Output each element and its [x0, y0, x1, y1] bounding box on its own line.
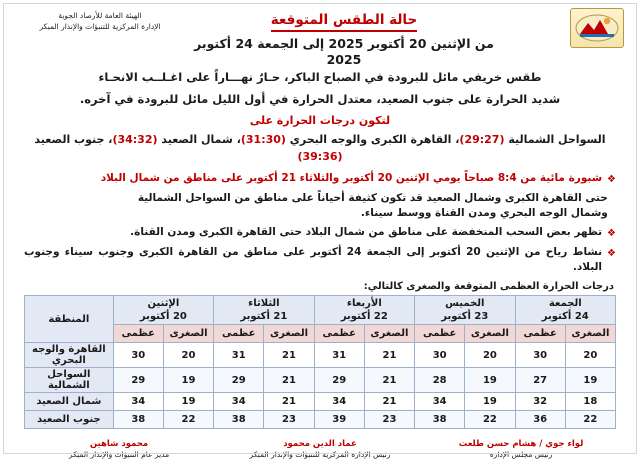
day-header-4: الإثنين 20 أكتوبر — [113, 296, 213, 325]
bullet-list — [24, 171, 616, 275]
cell: 21 — [364, 368, 414, 393]
temp-region-1-value: (29:27) — [459, 133, 505, 146]
cell: 23 — [264, 411, 314, 429]
document-header — [10, 6, 630, 67]
cell: 31 — [214, 343, 264, 368]
temp-region-3-label: شمال الصعيد — [161, 133, 233, 146]
cell: 34 — [415, 393, 465, 411]
cell: 20 — [565, 343, 615, 368]
cell: 28 — [415, 368, 465, 393]
cell: 38 — [415, 411, 465, 429]
sub-header-max-0: عظمى — [515, 325, 565, 343]
sub-header-min-3: الصغرى — [264, 325, 314, 343]
day-header-0: الجمعة 24 أكتوبر — [515, 296, 615, 325]
temp-region-4-label: جنوب الصعيد — [34, 133, 105, 146]
table-row — [25, 411, 616, 429]
row-region-label: جنوب الصعيد — [25, 411, 114, 429]
cell: 19 — [163, 393, 213, 411]
cell: 32 — [515, 393, 565, 411]
egypt-meteorological-authority-logo — [570, 8, 624, 48]
cell: 22 — [465, 411, 515, 429]
day-header-2: الأربعاء 22 أكتوبر — [314, 296, 414, 325]
signature-center-name: عماد الدين محمود — [283, 439, 357, 449]
table-header-subs — [25, 325, 616, 343]
cell: 36 — [515, 411, 565, 429]
cell: 34 — [314, 393, 364, 411]
bullet-marker-icon — [613, 191, 616, 207]
cell: 20 — [163, 343, 213, 368]
cell: 19 — [565, 368, 615, 393]
bullet-1-continuation: حتى القاهرة الكبرى وشمال الصعيد قد تكون كثيفة أحياناً على مناطق من السواحل الشمالية وشمال الوجه البحري ومدن القناة ووسط سيناء. — [137, 192, 608, 219]
cell: 39 — [314, 411, 364, 429]
cell: 23 — [364, 411, 414, 429]
day-header-1: الخميس 23 أكتوبر — [415, 296, 515, 325]
bullet-1-highlight: شبورة مائية من 8:4 صباحاً يومي الإثنين 20 أكتوبر والثلاثاء 21 أكتوبر على مناطق من شمال البلاد — [100, 172, 603, 184]
cell: 30 — [515, 343, 565, 368]
bullet-3-text: نشاط رياح من الإثنين 20 أكتوبر إلى الجمعة 24 أكتوبر على مناطق من القاهرة الكبرى وجنوب سيناء وجنوب البلاد. — [24, 246, 603, 273]
row-region-label: السواحل الشمالية — [25, 368, 114, 393]
cell: 30 — [415, 343, 465, 368]
cell: 38 — [214, 411, 264, 429]
table-row — [25, 343, 616, 368]
sub-header-min-2: الصغرى — [364, 325, 414, 343]
temp-region-2-label: القاهرة الكبرى والوجه البحري — [289, 133, 452, 146]
cell: 19 — [163, 368, 213, 393]
cell: 21 — [264, 343, 314, 368]
cell: 18 — [565, 393, 615, 411]
signature-block — [10, 433, 630, 460]
cell: 22 — [163, 411, 213, 429]
day-header-3: الثلاثاء 21 أكتوبر — [214, 296, 314, 325]
row-region-label: القاهرة والوجه البحري — [25, 343, 114, 368]
cell: 29 — [314, 368, 364, 393]
temperatures-heading: لتكون درجات الحرارة على — [249, 114, 391, 127]
list-item — [24, 171, 616, 187]
table-header-days — [25, 296, 616, 325]
page-subtitle: من الإثنين 20 أكتوبر 2025 إلى الجمعة 24 أكتوبر 2025 — [194, 36, 494, 67]
temp-region-4-value: (39:36) — [297, 150, 343, 163]
forecast-paragraph-2: شديد الحرارة على جنوب الصعيد، معتدل الحرارة في أول الليل مائل للبرودة في آخره. — [79, 92, 561, 106]
cell: 21 — [364, 343, 414, 368]
cell: 31 — [314, 343, 364, 368]
sub-header-max-1: عظمى — [415, 325, 465, 343]
temperatures-line: السواحل الشمالية (29:27)، القاهرة الكبرى والوجه البحري (31:30)، شمال الصعيد (34:32)، جنوب الصعيد (39:36) — [34, 133, 606, 163]
org-line-1: الهيئة العامة للأرصاد الجوية — [58, 11, 142, 20]
cell: 22 — [565, 411, 615, 429]
signature-left-role: رئيس مجلس الإدارة — [489, 450, 553, 459]
logo-graphic — [574, 12, 620, 44]
org-line-2: الإدارة المركزية للتنبؤات والإنذار المبكر — [39, 22, 161, 31]
title-block — [184, 9, 504, 68]
table-caption: درجات الحرارة العظمى المتوقعة والصغرى كالتالي: — [363, 281, 614, 292]
cell: 29 — [214, 368, 264, 393]
table-row — [25, 368, 616, 393]
page-title: حالة الطقس المتوقعة — [271, 12, 417, 32]
signature-right-role: مدير عام التنبؤات والإنذار المبكر — [68, 450, 170, 459]
sub-header-min-1: الصغرى — [465, 325, 515, 343]
list-item — [24, 225, 616, 241]
cell: 27 — [515, 368, 565, 393]
temperature-table — [24, 295, 616, 429]
sub-header-max-3: عظمى — [214, 325, 264, 343]
cell: 38 — [113, 411, 163, 429]
cell: 34 — [214, 393, 264, 411]
cell: 21 — [264, 393, 314, 411]
list-item — [24, 191, 616, 221]
signature-right-name: محمود شاهين — [89, 439, 149, 449]
bullet-marker-icon: ❖ — [607, 174, 616, 185]
cell: 30 — [113, 343, 163, 368]
cell: 20 — [465, 343, 515, 368]
signature-left-name: لواء جوي / هشام حسن طلعت — [458, 439, 584, 449]
cell: 21 — [264, 368, 314, 393]
bullet-2-text: تظهر بعض السحب المنخفضة على مناطق من شمال البلاد حتى القاهرة الكبرى ومدن القناة. — [130, 226, 603, 238]
row-region-label: شمال الصعيد — [25, 393, 114, 411]
sub-header-max-2: عظمى — [314, 325, 364, 343]
cell: 21 — [364, 393, 414, 411]
region-column-header: المنطقة — [25, 296, 114, 343]
header-logo-area — [504, 8, 624, 48]
bullet-marker-icon: ❖ — [607, 248, 616, 259]
cell: 34 — [113, 393, 163, 411]
bullet-marker-icon: ❖ — [607, 228, 616, 239]
temp-region-3-value: (34:32) — [112, 133, 158, 146]
temp-region-1-label: السواحل الشمالية — [508, 133, 606, 146]
bulletin-body — [10, 69, 630, 429]
organization-block — [16, 10, 184, 32]
table-row — [25, 393, 616, 411]
cell: 19 — [465, 393, 515, 411]
sub-header-max-4: عظمى — [113, 325, 163, 343]
temp-region-2-value: (31:30) — [240, 133, 286, 146]
cell: 19 — [465, 368, 515, 393]
sub-header-min-0: الصغرى — [565, 325, 615, 343]
forecast-paragraph-1: طقس خريفي مائل للبرودة في الصباح الباكر، حـارٌ نهـــاراً على اغـلــب الانحـاء — [98, 70, 542, 84]
sub-header-min-4: الصغرى — [163, 325, 213, 343]
list-item — [24, 245, 616, 275]
cell: 29 — [113, 368, 163, 393]
signature-center-role: رئيس الإدارة المركزية للتنبؤات والإنذار المبكر — [249, 450, 391, 459]
